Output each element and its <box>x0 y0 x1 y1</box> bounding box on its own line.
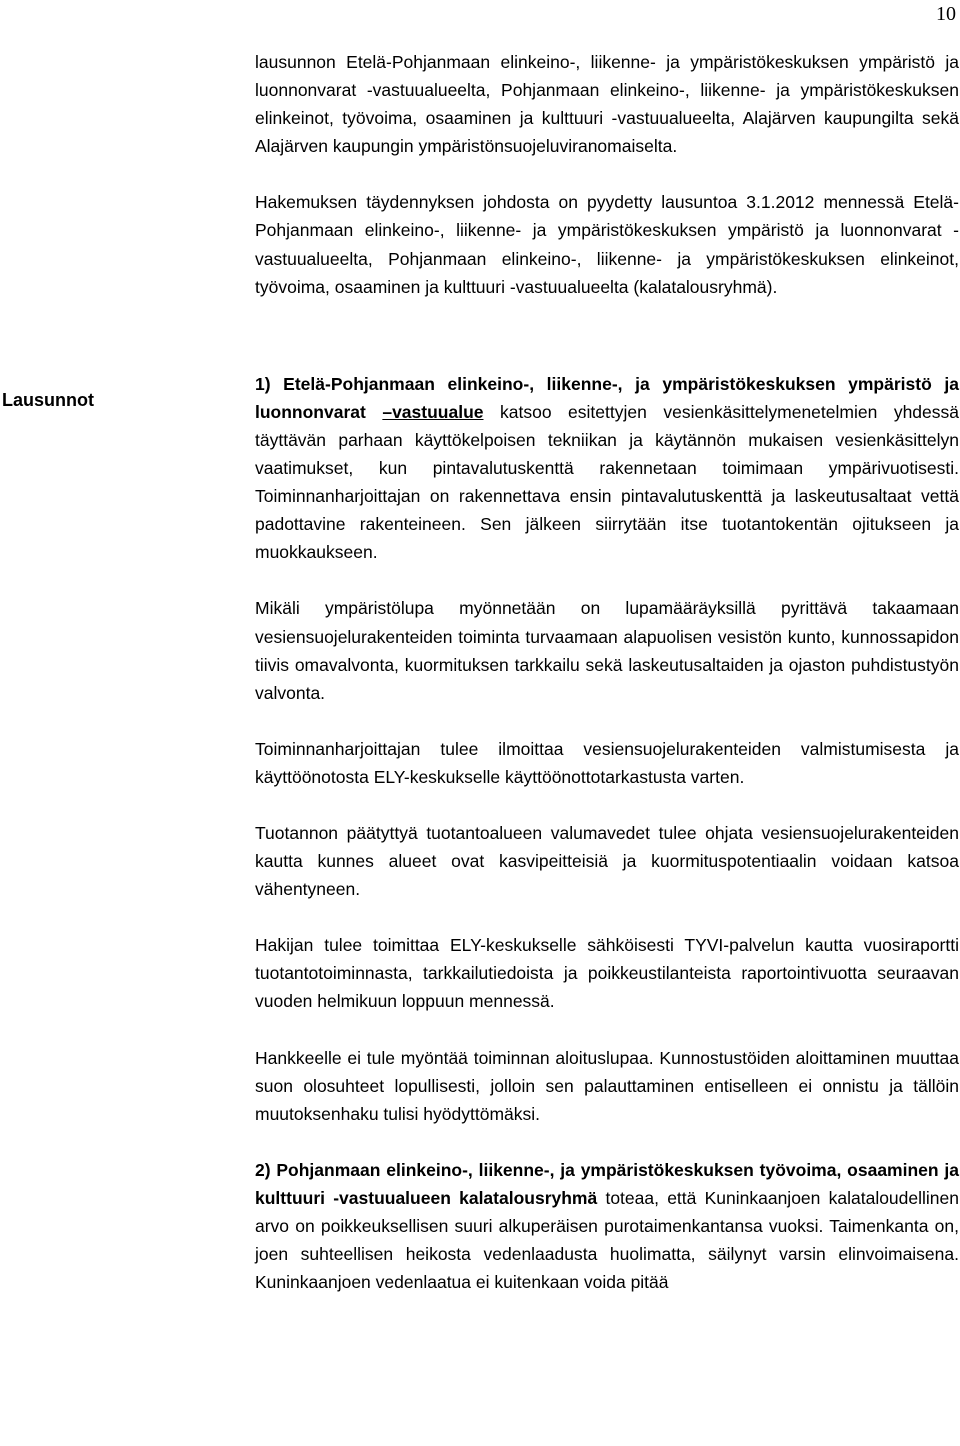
statement-1-paragraph-4: Tuotannon päätyttyä tuotantoalueen valumavedet tulee ohjata vesiensuojelurakenteiden kautta kunnes alueet ovat kasvipeitteisiä ja kuormituspotentiaalin voidaan katsoa vähentyneen. <box>255 822 959 900</box>
statement-1-paragraph <box>255 370 959 567</box>
statement-1-paragraph-3: Toiminnanharjoittajan tulee ilmoittaa vesiensuojelurakenteiden valmistumisesta ja käyttöönotosta ELY-keskukselle käyttöönottotarkastusta varten. <box>255 738 959 787</box>
document-body <box>255 48 959 1296</box>
intro-paragraph-1: lausunnon Etelä-Pohjanmaan elinkeino-, liikenne- ja ympäristökeskuksen ympäristö ja luonnonvarat -vastuualueelta, Pohjanmaan elinkeino-, liikenne- ja ympäristökeskuksen elinkeinot, työvoima, osaaminen ja kulttuuri -vastuualueelta, Alajärven kaupungilta sekä Alajärven kaupungin ympäristönsuojeluviranomaiselta. <box>255 52 959 157</box>
statement-1-body: katsoo esitettyjen vesienkäsittelymenetelmien yhdessä täyttävän parhaan käyttökelpoisen tekniikan ja käytännön mukaisen vesienkäsittelyn vaatimukset, kun pintavalutuskenttä rakennetaan toimimaan ympärivuotisesti. Toiminnanharjoittajan on rakennettava ensin pintavalutuskenttä ja laskeutusaltaat vettä padottavine rakenteineen. Sen jälkeen siirrytään itse tuotantokentän ojitukseen ja muokkaukseen. <box>255 401 959 563</box>
statement-1-heading: 1) Etelä-Pohjanmaan elinkeino-, liikenne-, ja ympäristökeskuksen ympäristö ja luonnonvarat <box>255 373 959 422</box>
statement-1-heading-underlined: –vastuualue <box>382 401 484 422</box>
statement-2-paragraph <box>255 1156 959 1296</box>
intro-paragraph-2: Hakemuksen täydennyksen johdosta on pyydetty lausuntoa 3.1.2012 mennessä Etelä-Pohjanmaan elinkeino-, liikenne- ja ympäristökeskuksen ympäristö ja luonnonvarat -vastuualueelta, Pohjanmaan elinkeino-, liikenne- ja ympäristökeskuksen elinkeinot, työvoima, osaaminen ja kulttuuri -vastuualueelta (kalatalousryhmä). <box>255 192 959 297</box>
statement-1-paragraph-6: Hankkeelle ei tule myöntää toiminnan aloituslupaa. Kunnostustöiden aloittaminen muuttaa suon olosuhteet lopullisesti, jolloin sen palauttaminen entiselleen ei onnistu ja tällöin muutoksenhaku tulisi hyödyttömäksi. <box>255 1047 959 1124</box>
page-number: 10 <box>936 3 956 25</box>
statement-2-body: toteaa, että Kuninkaanjoen kalataloudellinen arvo on poikkeuksellisen suuri alkuperäisen purotaimenkantansa vuoksi. Taimenkanta on, joen suhteellisen heikosta vedenlaadusta huolimatta, säilynyt varsin elinvoimaisena. Kuninkaanjoen vedenlaatua ei kuitenkaan voida pitää <box>255 1187 959 1293</box>
section-heading-lausunnot: Lausunnot <box>2 390 94 410</box>
statement-2-heading: 2) Pohjanmaan elinkeino-, liikenne-, ja ympäristökeskuksen työvoima, osaaminen ja kulttuuri -vastuualueen kalatalousryhmä <box>255 1159 959 1208</box>
statement-1-paragraph-2: Mikäli ympäristölupa myönnetään on lupamääräyksillä pyrittävä takaamaan vesiensuojelurakenteiden toiminta turvaamaan alapuolisen vesistön kunto, kunnossapidon tiivis omavalvonta, kuormituksen tarkkailu sekä laskeutusaltaiden ja ojaston puhdistustyön valvonta. <box>255 598 959 703</box>
statement-1-paragraph-5: Hakijan tulee toimittaa ELY-keskukselle sähköisesti TYVI-palvelun kautta vuosiraportti tuotantotoiminnasta, tarkkailutiedoista ja poikkeustilanteista raportointivuotta seuraavan vuoden helmikuun loppuun mennessä. <box>255 935 959 1012</box>
